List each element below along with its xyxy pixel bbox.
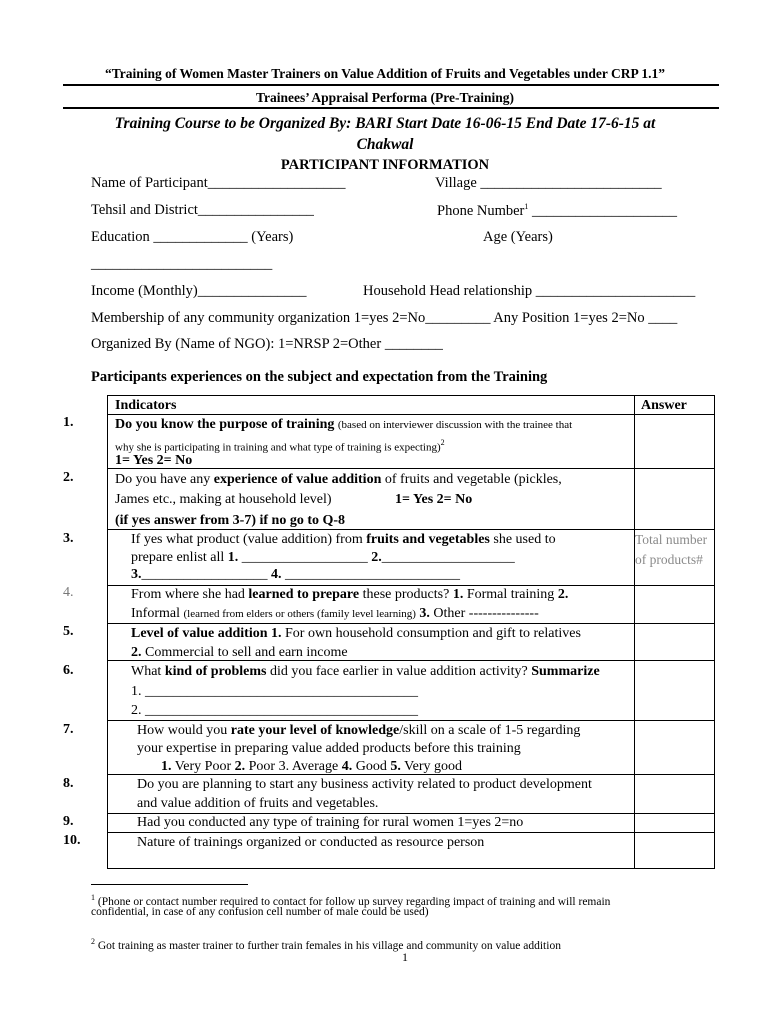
row-3-b: fruits and vegetables bbox=[366, 532, 490, 547]
row-4-line-2 bbox=[131, 605, 539, 624]
footnote-2-text: Got training as master trainer to further train females in his village and community on value addition bbox=[95, 939, 561, 952]
row-3-l2a: prepare enlist all bbox=[131, 550, 228, 565]
row-4-a: From where she had bbox=[131, 587, 249, 602]
row-2-options: 1= Yes 2= No bbox=[395, 492, 473, 507]
row-8-question: Do you are planning to start any business activity related to product development bbox=[137, 777, 592, 792]
row-4-l2b: (learned from elders or others (family level learning) bbox=[183, 608, 416, 620]
tehsil-district-field[interactable]: Tehsil and District________________ bbox=[91, 202, 314, 218]
row-5-a: Level of value addition 1. bbox=[131, 626, 282, 641]
scale-5-num: 5. bbox=[390, 759, 401, 774]
row-6-b: kind of problems bbox=[164, 664, 267, 679]
footnote-ref-1: 1 bbox=[524, 202, 529, 211]
scale-1-num: 1. bbox=[161, 759, 172, 774]
indicators-table bbox=[107, 395, 715, 869]
row-7-b: rate your level of knowledge bbox=[230, 723, 400, 738]
row-4-f: 2. bbox=[557, 587, 569, 602]
footnote-1-line-2: confidential, in case of any confusion cell number of male could be used) bbox=[91, 906, 429, 918]
age-label: Age (Years) bbox=[483, 229, 553, 245]
row-4-answer-cell[interactable] bbox=[635, 586, 714, 623]
row-number: 10. bbox=[63, 833, 81, 848]
row-3-a: If yes what product (value addition) from bbox=[131, 532, 367, 547]
row-6-question bbox=[131, 663, 600, 681]
row-3-l3d: _________________________ bbox=[281, 567, 460, 582]
organized-by-field[interactable]: Organized By (Name of NGO): 1=NRSP 2=Other ________ bbox=[91, 336, 443, 352]
row-3-l2c: __________________ bbox=[238, 550, 372, 565]
row-7-scale bbox=[161, 758, 462, 776]
row-3-question bbox=[131, 531, 556, 549]
title-rule bbox=[63, 84, 719, 86]
row-divider bbox=[108, 832, 714, 833]
row-number: 7. bbox=[63, 722, 74, 737]
document-title: “Training of Women Master Trainers on Value Addition of Fruits and Vegetables under CRP 1.1” bbox=[105, 66, 665, 81]
row-number: 5. bbox=[63, 624, 74, 639]
row-7-a: How would you bbox=[137, 723, 231, 738]
row-10-question: Nature of trainings organized or conducted as resource person bbox=[137, 835, 485, 850]
row-number: 4. bbox=[63, 585, 74, 600]
row-number: 6. bbox=[63, 663, 74, 678]
answer-header: Answer bbox=[641, 398, 687, 413]
income-field[interactable]: Income (Monthly)_______________ bbox=[91, 283, 307, 299]
participant-name-field[interactable]: Name of Participant___________________ bbox=[91, 175, 346, 191]
footnote-1-text: (Phone or contact number required to contact for follow up survey regarding impact of training and will remain bbox=[95, 895, 611, 908]
row-number: 2. bbox=[63, 470, 74, 485]
education-field[interactable]: Education _____________ (Years) bbox=[91, 229, 294, 245]
row-5-l2a: 2. bbox=[131, 645, 142, 660]
scale-1-text: Very Poor bbox=[171, 759, 235, 774]
row-number: 8. bbox=[63, 776, 74, 791]
row-4-question bbox=[131, 586, 568, 604]
footnote-ref-2: 2 bbox=[440, 438, 445, 447]
row-5-l2b: Commercial to sell and earn income bbox=[141, 645, 348, 660]
row-1-bold: Do you know the purpose of training bbox=[115, 417, 335, 432]
phone-label: Phone Number bbox=[437, 202, 525, 219]
section-heading: PARTICIPANT INFORMATION bbox=[280, 157, 490, 173]
row-3-c: she used to bbox=[489, 532, 556, 547]
indicators-header: Indicators bbox=[115, 398, 177, 413]
row-3-l2b: 1. bbox=[227, 550, 239, 565]
row-1-answer-cell[interactable] bbox=[635, 415, 714, 468]
row-2-a: Do you have any bbox=[115, 472, 214, 487]
row-5-answer-cell[interactable] bbox=[635, 624, 714, 660]
row-7-c: /skill on a scale of 1-5 regarding bbox=[399, 723, 581, 738]
row-4-l2d: Other --------------- bbox=[429, 606, 539, 621]
row-8-answer-cell[interactable] bbox=[635, 775, 714, 813]
row-2-line-2: James etc., making at household level) bbox=[115, 492, 332, 507]
row-3-l3c: 4. bbox=[271, 567, 282, 582]
row-9-answer-cell[interactable] bbox=[635, 814, 714, 832]
row-9-question: Had you conducted any type of training for rural women 1=yes 2=no bbox=[137, 815, 524, 830]
row-3-line-2 bbox=[131, 549, 515, 567]
row-6-blank-1[interactable]: 1. _______________________________________ bbox=[131, 684, 418, 699]
phone-number-field[interactable] bbox=[437, 202, 677, 220]
row-4-e: Formal training bbox=[463, 587, 558, 602]
row-4-c: these products? bbox=[359, 587, 453, 602]
row-5-b: For own household consumption and gift to relatives bbox=[281, 626, 581, 641]
experience-heading: Participants experiences on the subject and expectation from the Training bbox=[91, 369, 548, 385]
row-2-c: of fruits and vegetable (pickles, bbox=[381, 472, 562, 487]
row-2-answer-cell[interactable] bbox=[635, 469, 714, 529]
row-4-l2c: 3. bbox=[415, 606, 430, 621]
age-field[interactable]: _________________________ bbox=[91, 256, 273, 272]
answer-hint-line-2: of products# bbox=[635, 552, 703, 567]
scale-2-text: Poor 3. Average bbox=[245, 759, 342, 774]
row-6-d: Summarize bbox=[531, 664, 600, 679]
course-line-1: Training Course to be Organized By: BARI Start Date 16-06-15 End Date 17-6-15 at bbox=[114, 115, 656, 132]
row-divider bbox=[108, 414, 714, 415]
row-7-answer-cell[interactable] bbox=[635, 721, 714, 774]
row-1-question bbox=[115, 416, 572, 435]
row-8-line-2: and value addition of fruits and vegetables. bbox=[137, 796, 379, 811]
row-3-answer-hint[interactable] bbox=[635, 530, 707, 570]
row-6-a: What bbox=[131, 664, 165, 679]
row-number: 9. bbox=[63, 814, 74, 829]
row-3-l3a: 3. bbox=[131, 567, 142, 582]
footnote-2-marker: 2 bbox=[91, 937, 95, 946]
row-divider bbox=[108, 468, 714, 469]
row-4-l2a: Informal bbox=[131, 606, 184, 621]
scale-4-text: Good bbox=[352, 759, 391, 774]
row-6-blank-2[interactable]: 2. _______________________________________ bbox=[131, 703, 418, 718]
row-3-l2e: ___________________ bbox=[381, 550, 515, 565]
phone-blank: ____________________ bbox=[528, 202, 678, 219]
household-head-field[interactable]: Household Head relationship ______________________ bbox=[363, 283, 696, 299]
row-1-options: 1= Yes 2= No bbox=[115, 453, 193, 468]
row-2-line-3: (if yes answer from 3-7) if no go to Q-8 bbox=[115, 513, 346, 528]
course-line-2: Chakwal bbox=[356, 136, 414, 153]
row-2-question bbox=[115, 471, 562, 489]
row-4-b: learned to prepare bbox=[248, 587, 360, 602]
row-7-line-2: your expertise in preparing value added products before this training bbox=[137, 741, 521, 756]
document-subtitle: Trainees’ Appraisal Performa (Pre-Training) bbox=[255, 90, 515, 105]
footnote-1-marker: 1 bbox=[91, 893, 95, 902]
footnote-separator bbox=[91, 884, 248, 885]
scale-4-num: 4. bbox=[341, 759, 353, 774]
row-1-note: (based on interviewer discussion with the trainee that bbox=[337, 419, 573, 431]
row-number: 3. bbox=[63, 531, 74, 546]
scale-2-num: 2. bbox=[234, 759, 246, 774]
row-3-line-3 bbox=[131, 566, 460, 584]
row-5-question bbox=[131, 625, 581, 643]
row-7-question bbox=[137, 722, 580, 740]
row-1-note-2: why she is participating in training and what type of training is expecting) bbox=[115, 441, 441, 454]
village-field[interactable]: Village _________________________ bbox=[435, 175, 662, 191]
row-6-c: did you face earlier in value addition activity? bbox=[266, 664, 532, 679]
membership-field[interactable]: Membership of any community organization 1=yes 2=No_________ Any Position 1=yes 2=No ____ bbox=[91, 310, 678, 326]
row-5-line-2 bbox=[131, 644, 348, 662]
row-3-l3b: __________________ bbox=[141, 567, 271, 582]
scale-5-text: Very good bbox=[400, 759, 463, 774]
row-2-b: experience of value addition bbox=[213, 472, 382, 487]
row-number: 1. bbox=[63, 415, 74, 430]
page-number: 1 bbox=[402, 950, 408, 964]
answer-hint-line-1: Total number bbox=[635, 532, 708, 547]
row-divider bbox=[108, 720, 714, 721]
subtitle-rule bbox=[63, 107, 719, 109]
row-4-d: 1. bbox=[452, 587, 464, 602]
row-10-answer-cell[interactable] bbox=[635, 833, 714, 868]
row-3-l2d: 2. bbox=[371, 550, 382, 565]
